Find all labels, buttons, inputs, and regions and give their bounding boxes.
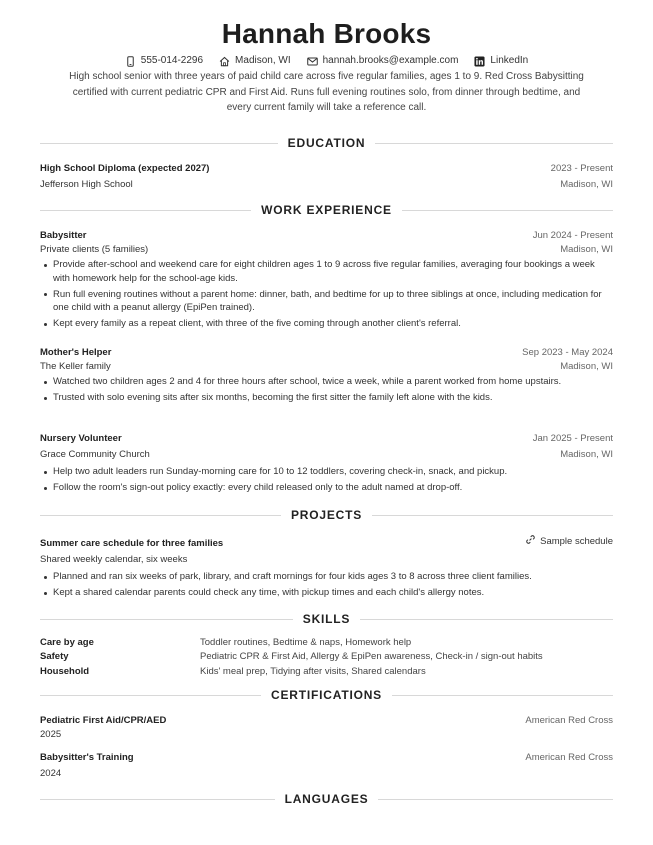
mail-icon [307,56,318,67]
job-bullets [40,258,613,333]
phone-text: 555-014-2296 [140,55,204,66]
home-icon [219,56,230,67]
divider-line [40,799,275,800]
job-role: Nursery Volunteer [40,433,122,444]
contact-bar [0,54,653,68]
job-role: Mother's Helper [40,347,112,358]
job-header [40,229,613,243]
bullet-item: Kept a shared calendar parents could check any time, with pickup times and each child's allergy notes. [40,586,613,600]
linkedin-icon [474,56,485,67]
job-org: Grace Community Church [40,449,150,460]
contact-linkedin[interactable] [474,54,528,68]
section-title: PROJECTS [290,508,363,522]
job-location: Madison, WI [560,449,613,460]
divider-line [402,210,613,211]
job-dates: Jan 2025 - Present [532,433,613,444]
job-header [40,432,613,446]
divider-line [40,210,251,211]
sample-schedule-link[interactable] [525,534,613,550]
divider-line [40,619,293,620]
bullet-item: Run full evening routines without a parent home: dinner, bath, and bedtime for up to three siblings at once, including medication for one child with a peanut allergy (EpiPen trained). [40,288,613,315]
languages-heading [40,791,613,807]
certification-name: Pediatric First Aid/CPR/AED [40,715,167,726]
divider-line [378,799,613,800]
contact-phone[interactable] [125,54,203,68]
divider-line [40,143,278,144]
school-name: Jefferson High School [40,179,133,190]
divider-line [392,695,613,696]
bullet-item: Trusted with solo evening sits after six months, becoming the first sitter the family left alone with the kids. [40,391,613,405]
bullet-item: Help two adult leaders run Sunday-morning care for 10 to 12 toddlers, covering check-in, snack, and pickup. [40,465,613,479]
job-subheader [40,243,613,257]
education-entry-line2 [40,178,613,192]
certification-issuer: American Red Cross [525,752,613,763]
section-title: EDUCATION [287,136,366,150]
project-header [40,537,613,551]
project-bullets [40,570,613,602]
skill-label: Safety [40,651,69,662]
certification-year-row [40,767,613,781]
section-title: WORK EXPERIENCE [261,203,392,217]
certifications-heading [40,687,613,703]
job-location: Madison, WI [560,361,613,372]
degree: High School Diploma (expected 2027) [40,163,210,174]
divider-line [360,619,613,620]
bullet-item: Planned and ran six weeks of park, library, and craft mornings for four kids ages 3 to 8 across three client families. [40,570,613,584]
projects-heading [40,507,613,523]
link-icon [525,534,536,550]
divider-line [40,695,261,696]
location-text: Madison, WI [235,55,291,66]
bullet-item: Follow the room's sign-out policy exactly: every child released only to the adult named at drop-off. [40,481,613,495]
job-org: The Keller family [40,361,111,372]
project-name: Summer care schedule for three families [40,538,224,549]
candidate-name: Hannah Brooks [221,18,432,49]
section-title: LANGUAGES [284,792,369,806]
job-bullets [40,465,613,497]
linkedin-text: LinkedIn [490,55,529,66]
skill-label: Household [40,666,90,677]
certification-year: 2025 [40,729,62,740]
skill-label: Care by age [40,637,94,648]
job-dates: Sep 2023 - May 2024 [522,347,613,358]
skill-row [40,636,613,650]
certification-year-row [40,728,613,742]
certification-year: 2024 [40,768,62,779]
job-subheader [40,360,613,374]
divider-line [375,143,613,144]
bullet-item: Kept every family as a repeat client, with three of the five coming through another client's referral. [40,317,613,331]
section-title: SKILLS [302,612,351,626]
skills-heading [40,611,613,627]
education-location: Madison, WI [560,179,613,190]
divider-line [40,515,281,516]
contact-location [219,54,291,68]
job-role: Babysitter [40,230,87,241]
project-subtitle: Shared weekly calendar, six weeks [40,554,188,565]
job-dates: Jun 2024 - Present [532,230,613,241]
section-title: CERTIFICATIONS [271,688,382,702]
email-text: hannah.brooks@example.com [322,55,459,66]
divider-line [372,515,613,516]
job-location: Madison, WI [560,244,613,255]
professional-summary: High school senior with three years of paid child care across five regular families, ages 1 to 9. Red Cross Babysitting certified with current pediatric CPR and First Aid. Runs full evening routines solo, from dinner through bedtime, and every current family will take a reference call. [69,71,584,113]
job-header [40,346,613,360]
education-entry-line1 [40,162,613,176]
job-org: Private clients (5 families) [40,244,149,255]
work-heading [40,202,613,218]
bullet-item: Provide after-school and weekend care for eight children ages 1 to 9 across five regular families, averaging four bookings a week with homework help for the school-age kids. [40,258,613,285]
skill-value: Kids' meal prep, Tidying after visits, Shared calendars [200,666,426,677]
certification-issuer: American Red Cross [525,715,613,726]
skill-value: Toddler routines, Bedtime & naps, Homework help [200,637,412,648]
project-subheader [40,553,613,567]
certification-header [40,751,613,765]
bullet-item: Watched two children ages 2 and 4 for three hours after school, twice a week, while a parent worked from home upstairs. [40,375,613,389]
education-dates: 2023 - Present [550,163,613,174]
certification-name: Babysitter's Training [40,752,134,763]
phone-icon [125,56,136,67]
job-subheader [40,448,613,462]
job-bullets [40,375,613,407]
contact-email[interactable] [307,54,459,68]
skill-row [40,665,613,679]
skill-row [40,650,613,664]
link-text: Sample schedule [540,536,613,547]
skill-value: Pediatric CPR & First Aid, Allergy & EpiPen awareness, Check-in / sign-out habits [200,651,543,662]
certification-header [40,714,613,728]
education-heading [40,135,613,151]
